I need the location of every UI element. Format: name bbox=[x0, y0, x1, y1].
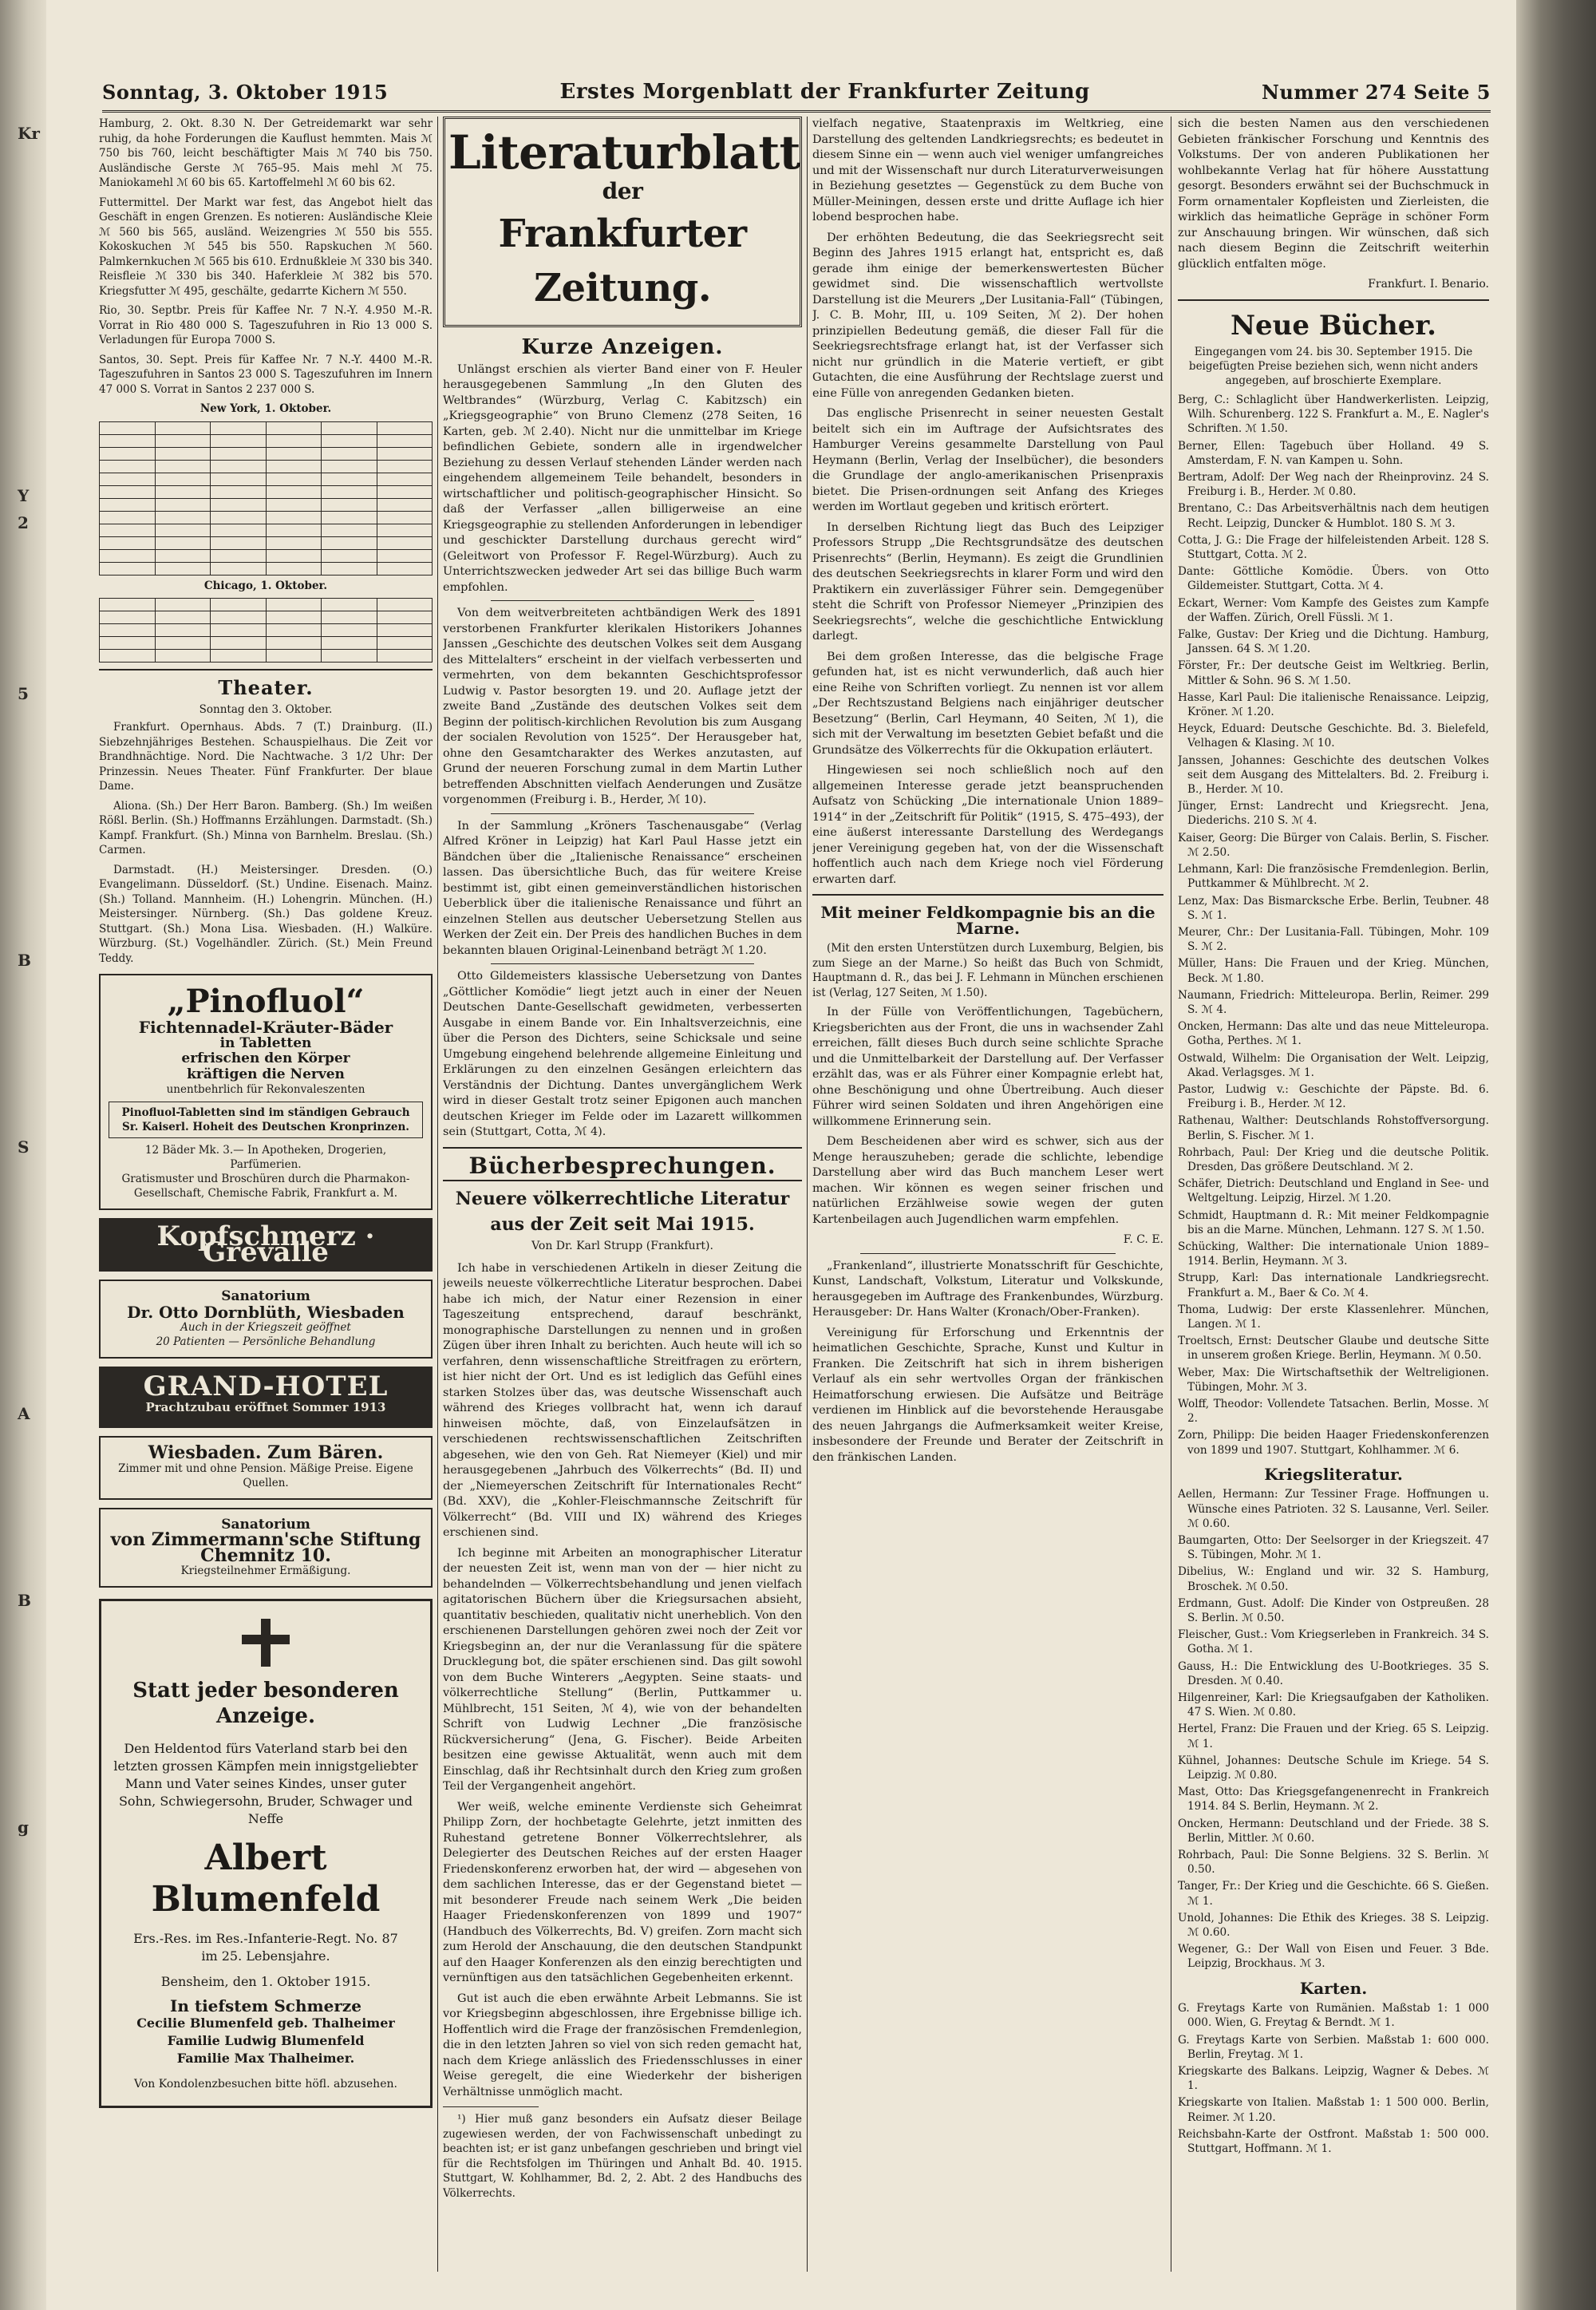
map-entry: Reichsbahn-Karte der Ostfront. Maßstab 1: 500 000. Stuttgart, Hoffmann. ℳ 1. bbox=[1178, 2127, 1489, 2155]
book-list bbox=[1178, 393, 1489, 1458]
war-book-entry: Oncken, Hermann: Deutschland und der Friede. 38 S. Berlin, Mittler. ℳ 0.60. bbox=[1178, 1817, 1489, 1845]
ad-line: Sanatorium bbox=[221, 1288, 310, 1304]
article-paragraph: Ich beginne mit Arbeiten an monographischer Literatur der neuesten Zeit ist, wenn man von der — hier nicht zu behandelnden — Völkerrechtsbehandlung und jenen vielfach agitatorischen Büchern über die Kriegsursachen absieht, quantitativ beschieden, qualitativ nicht unerheblich. Von den erschienenen Darstellungen gehören zwei noch der Zeit vor Kriegsbeginn an, der nur die Veranlassung für die spätere Drucklegung bot, die später erschienen sind. Das gilt sowohl von dem Buche Winterers „Aegypten. Seine staats- und völkerrechtliche Stellung“ (Berlin, Puttkammer u. Mühlbrecht, 151 Seiten, ℳ 4), wie von der behandelten Schrift von Ludwig Lechner „Die französische Rückversicherung“ (Jena, G. Fischer). Beide Arbeiten besitzen eine gewisse Aktualität, wenn auch mit dem Einschlag, daß ihr Rechtsinhalt durch den Krieg zum großen Teil der Vergangenheit angehört. bbox=[443, 1546, 802, 1793]
ad-line: Auch in der Kriegszeit geöffnet bbox=[180, 1321, 351, 1334]
divider bbox=[860, 1253, 1116, 1254]
page-binding-shadow bbox=[1516, 0, 1596, 2310]
neue-buecher-heading: Neue Bücher. bbox=[1230, 309, 1437, 342]
buecherbesprechungen-heading: Bücherbesprechungen. bbox=[468, 1152, 776, 1179]
frankenland-paragraph: „Frankenland“, illustrierte Monatsschrift für Geschichte, Kunst, Landschaft, Volkstum, Literatur und Volkskunde, herausgegeben im Auftrage des Frankenbundes, Würzburg. Herausgeber: Dr. Hans Walter (Kronach/Ober-Franken). bbox=[812, 1259, 1163, 1319]
article-paragraph: Gut ist auch die eben erwähnte Arbeit Lebmanns. Sie ist vor Kriegsbeginn abgeschlossen, ihre Ergebnisse billige ich. Hoffentlich wird die Frage der französischen Fremdenlegion, die in den letzten Jahren so viel von sich reden gemacht hat, nach dem Kriege anlässlich des Friedensschlusses in einer Weise geregelt, die eine Wiederkehr der bisherigen Verhältnisse unmöglich macht. bbox=[443, 1992, 802, 2098]
ad-pinofluol-line: Gratismuster und Broschüren durch die Pharmakon-Gesellschaft, Chemische Fabrik, Frankfurt a. M. bbox=[121, 1173, 410, 1200]
divider bbox=[491, 600, 754, 601]
marne-paragraph: (Mit den ersten Unterstützen durch Luxemburg, Belgien, bis zum Siege an der Marne.) So heißt das Buch von Schmidt, Hauptmann d. R., das bei J. F. Lehmann in München erschienen ist (Verlag, 127 Seiten, ℳ 1.50). bbox=[812, 942, 1163, 999]
footnote: ¹) Hier muß ganz besonders ein Aufsatz dieser Beilage zugewiesen werden, der von Fachwissenschaft unbedingt zu beachten ist; er ist ganz unbefangen geschrieben und bringt viel für die Rechtsfolgen im Thüringen und Anhalt Bd. 40. 1915. Stuttgart, W. Kohlhammer, Bd. 2, 2. Abt. 2 des Handbuchs des Völkerrechts. bbox=[443, 2113, 802, 2200]
book-entry: Naumann, Friedrich: Mitteleuropa. Berlin, Reimer. 299 S. ℳ 4. bbox=[1178, 988, 1489, 1016]
war-book-entry: Unold, Johannes: Die Ethik des Krieges. 38 S. Leipzig. ℳ 0.60. bbox=[1178, 1911, 1489, 1939]
market-table-newyork bbox=[99, 421, 433, 576]
book-entry: Schäfer, Dietrich: Deutschland und England in See- und Weltgeltung. Leipzig, Hirzel. ℳ 1.20. bbox=[1178, 1177, 1489, 1205]
market-line: Santos, 30. Sept. Preis für Kaffee Nr. 7 N.-Y. 4400 M.-R. Tageszufuhren in Santos 23 000 S. Tageszufuhren im Innern 47 000 S. Vorrat in Santos 2 237 000 S. bbox=[99, 353, 433, 396]
obituary-place: Bensheim, den 1. Oktober 1915. bbox=[160, 1974, 371, 1989]
column-new-books bbox=[1178, 117, 1489, 2272]
ad-pinofluol-line: Fichtennadel-Kräuter-Bäder bbox=[138, 1018, 393, 1037]
article-paragraph: Ich habe in verschiedenen Artikeln in dieser Zeitung die jeweils neueste völkerrechtliche Literatur besprochen. Dabei habe ich mich, der Natur einer Rezension in einer Tageszeitung entsprechend, darauf beschränkt, monographische Darstellungen zu nennen und in großen Zügen über ihren Inhalt zu berichten. Auch heute will ich so verfahren, denn wissenschaftliche Streitfragen zu erörtern, ist hier nicht der Ort. Und es ist lediglich das Gefühl eines starken Stolzes über das, was deutsche Wissenschaft auch während des Krieges vollbracht hat, wenn ich darauf hinweisen möchte, daß, von Einzelaufsätzen in verschiedenen rechtswissenschaftlichen Zeitschriften abgesehen, wie den von Geh. Rat Niemeyer (Kiel) und mir herausgegebenen „Jahrbuch des Völkerrechts“ (Bd. II) und der „Niemeyerschen Zeitschrift für Internationales Recht“ (Bd. XXV), die „Kohler-Fleischmannsche Zeitschrift für Völkerrecht“ (Bd. VIII und IX) während des Krieges erschienen sind. bbox=[443, 1261, 802, 1539]
marne-signature: F. C. E. bbox=[1123, 1233, 1163, 1246]
header-issue: Nummer 274 Seite 5 bbox=[1261, 80, 1491, 104]
kurze-paragraph: Unlängst erschien als vierter Band einer von F. Heuler herausgegebenen Sammlung „In den Gluten des Weltbrandes“ (Würzburg, Verlag C. Kabitzsch) ein „Kriegsgeographie“ von Bruno Clemenz (278 Seiten, 16 Karten, geb. ℳ 2.40). Nicht nur die unmittelbar im Kriege befindlichen Gebiete, sondern alle in irgendwelcher Beziehung zu dessen Verlauf stehenden Länder werden nach eingehendem allgemeinem Teile behandelt, besonders in wirtschaftlicher und politisch-geographischer Hinsicht. So daß der Verfasser „allen billigerweise an eine Kriegsgeographie zu stellenden Anforderungen in lebendiger und geschickter Darstellung durchaus gerecht wird“ (Geleitwort von Professor F. Regel-Würzburg). Auch zu Unterrichtszwecken jedweder Art sei das billige Buch warm empfohlen. bbox=[443, 362, 802, 594]
column-rule bbox=[807, 117, 808, 2272]
book-entry: Strupp, Karl: Das internationale Landkriegsrecht. Frankfurt a. M., Baer & Co. ℳ 4. bbox=[1178, 1272, 1489, 1299]
ad-sanatorium-dornblueth bbox=[99, 1280, 433, 1359]
ad-sanatorium-zimmermann bbox=[99, 1508, 433, 1588]
obituary-name: Albert Blumenfeld bbox=[151, 1837, 381, 1920]
header-date: Sonntag, 3. Oktober 1915 bbox=[102, 80, 389, 104]
war-book-entry: Mast, Otto: Das Kriegsgefangenenrecht in Frankreich 1914. 84 S. Berlin, Heymann. ℳ 2. bbox=[1178, 1786, 1489, 1814]
ad-line: von Zimmermann'sche Stiftung bbox=[110, 1529, 421, 1550]
neue-buecher-intro: Eingegangen vom 24. bis 30. September 1915. Die beigefügten Preise beziehen sich, wenn nicht anders angegeben, auf broschierte Exemplare. bbox=[1188, 346, 1479, 387]
header-paper-name: Erstes Morgenblatt der Frankfurter Zeitung bbox=[559, 80, 1090, 104]
war-book-entry: Dibelius, W.: England und wir. 32 S. Hamburg, Broschek. ℳ 0.50. bbox=[1178, 1565, 1489, 1593]
book-entry: Ostwald, Wilhelm: Die Organisation der Welt. Leipzig, Akad. Verlagsges. ℳ 1. bbox=[1178, 1051, 1489, 1079]
book-entry: Lenz, Max: Das Bismarcksche Erbe. Berlin, Teubner. 48 S. ℳ 1. bbox=[1178, 894, 1489, 922]
edge-fragment: B bbox=[18, 951, 31, 970]
theater-line: Darmstadt. (H.) Meistersinger. Dresden. (O.) Evangelimann. Düsseldorf. (St.) Undine. Eisenach. Mainz. (Sh.) Tolland. Mannheim. (H.) Lohengrin. München. (H.) Meistersinger. Nürnberg. (Sh.) Das goldene Kreuz. Stuttgart. (Sh.) Mona Lisa. Wiesbaden. (H.) Walküre. Würzburg. (St.) Vogelhändler. Zürich. (St.) Mein Freund Teddy. bbox=[99, 863, 433, 965]
review-paragraph: Hingewiesen sei noch schließlich noch auf den allgemeinen Interesse gerade jetzt beanspruchenden Aufsatz von Schücking „Die internationale Union 1889–1914“ in der „Zeitschrift für Politik“ (1915, S. 475–493), der eine äußerst interessante Darstellung des Werdegangs jener Vereinigung gegeben hat, von der die Wissenschaft hoffentlich auch nach dem Kriege noch viel Förderung erwarten darf. bbox=[812, 764, 1163, 886]
war-book-entry: Gauss, H.: Die Entwicklung des U-Bootkrieges. 35 S. Dresden. ℳ 0.40. bbox=[1178, 1659, 1489, 1687]
divider bbox=[491, 963, 754, 964]
book-entry: Hasse, Karl Paul: Die italienische Renaissance. Leipzig, Kröner. ℳ 1.20. bbox=[1178, 690, 1489, 719]
obituary-age: im 25. Lebensjahre. bbox=[201, 1948, 330, 1964]
book-entry: Eckart, Werner: Vom Kampfe des Geistes zum Kampfe der Waffen. Zürich, Orell Füssli. ℳ 1. bbox=[1178, 596, 1489, 624]
edge-fragment: 5 bbox=[18, 684, 29, 703]
market-table-chicago bbox=[99, 598, 433, 663]
theater-listings bbox=[99, 720, 433, 966]
book-entry: Kaiser, Georg: Die Bürger von Calais. Berlin, S. Fischer. ℳ 2.50. bbox=[1178, 831, 1489, 859]
war-book-entry: Wegener, G.: Der Wall von Eisen und Feuer. 3 Bde. Leipzig, Brockhaus. ℳ 3. bbox=[1178, 1943, 1489, 1971]
book-entry: Bertram, Adolf: Der Weg nach der Rheinprovinz. 24 S. Freiburg i. B., Herder. ℳ 0.80. bbox=[1178, 471, 1489, 499]
ad-line: 20 Patienten — Persönliche Behandlung bbox=[156, 1335, 376, 1348]
review-paragraph: vielfach negative, Staatenpraxis im Weltkrieg, eine Darstellung des geltenden Landkriegsrechts; es bedeutet in diesem Sinne ein — wenn auch viel weniger umfangreiches und mit der Wissenschaft nur durch Literaturverweisungen in Beziehung gesetztes — Gegenstück zu dem Buche von Müller-Meiningen, dessen erste und dritte Auflage ich hier lobend besprochen habe. bbox=[812, 117, 1163, 223]
war-book-entry: Erdmann, Gust. Adolf: Die Kinder von Ostpreußen. 28 S. Berlin. ℳ 0.50. bbox=[1178, 1596, 1489, 1624]
map-entry: Kriegskarte von Italien. Maßstab 1: 1 500 000. Berlin, Reimer. ℳ 1.20. bbox=[1178, 2096, 1489, 2124]
iron-cross-icon bbox=[242, 1619, 290, 1667]
column-review-continued bbox=[812, 117, 1163, 2272]
war-book-entry: Hilgenreiner, Karl: Die Kriegsaufgaben der Katholiken. 47 S. Wien. ℳ 0.80. bbox=[1178, 1691, 1489, 1719]
review-paragraph: Der erhöhten Bedeutung, die das Seekriegsrecht seit Beginn des Jahres 1915 erlangt hat, entspricht es, daß gerade ihm einige der bemerkenswertesten Bücher gewidmet sind. Die wissenschaftlich wertvollste Darstellung ist die Meurers „Der Lusitania-Fall“ (Tübingen, J. C. B. Mohr, III, u. 109 Seiten, ℳ 2). Der hohen prinzipiellen Bedeutung gemäß, die dieser Fall für die Seekriegsrechtsfrage erlangt hat, ist der Verfasser sich nicht nur gründlich in die Materie vertieft, er gibt Gutachten, die eine Ausführung der Rechtslage zuerst und eine Fülle von anregenden Gedanken bieten. bbox=[812, 231, 1163, 400]
literaturblatt-masthead bbox=[443, 117, 802, 327]
edge-fragment: B bbox=[18, 1591, 31, 1610]
kriegsliteratur-heading: Kriegsliteratur. bbox=[1264, 1464, 1403, 1484]
book-entry: Oncken, Hermann: Das alte und das neue Mitteleuropa. Gotha, Perthes. ℳ 1. bbox=[1178, 1020, 1489, 1048]
marne-review-title: Mit meiner Feldkompagnie bis an die Marne. bbox=[820, 903, 1156, 938]
book-entry: Rohrbach, Paul: Der Krieg und die deutsche Politik. Dresden, Das größere Deutschland. ℳ 2. bbox=[1178, 1145, 1489, 1173]
book-entry: Wolff, Theodor: Vollendete Tatsachen. Berlin, Mosse. ℳ 2. bbox=[1178, 1398, 1489, 1426]
theater-heading: Theater. bbox=[218, 676, 314, 699]
book-entry: Weber, Max: Die Wirtschaftsethik der Weltreligionen. Tübingen, Mohr. ℳ 3. bbox=[1178, 1366, 1489, 1394]
book-entry: Falke, Gustav: Der Krieg und die Dichtung. Hamburg, Janssen. 64 S. ℳ 1.20. bbox=[1178, 628, 1489, 656]
masthead-line: Literaturblatt bbox=[448, 125, 800, 180]
ad-pinofluol-line: unentbehrlich für Rekonvaleszenten bbox=[166, 1083, 365, 1096]
obituary-family: Cecilie Blumenfeld geb. Thalheimer bbox=[136, 2015, 395, 2031]
book-entry: Schmidt, Hauptmann d. R.: Mit meiner Feldkompagnie bis an die Marne. München, Lehmann. 127 S. ℳ 1.50. bbox=[1178, 1208, 1489, 1236]
review-signature: Frankfurt. I. Benario. bbox=[1368, 278, 1489, 291]
adjacent-page-edge bbox=[0, 0, 46, 2310]
book-entry: Janssen, Johannes: Geschichte des deutschen Volkes seit dem Ausgang des Mittelalters. Bd. 2. Freiburg i. B., Herder. ℳ 10. bbox=[1178, 754, 1489, 797]
divider bbox=[491, 813, 754, 814]
page-header bbox=[102, 73, 1491, 113]
frankenland-continued: sich die besten Namen aus den verschiedenen Gebieten fränkischer Forschung und Kenntnis des Volkstums. Der von anderen Publikationen her wohlbekannte Verlag hat für höhere Ausstattung gesorgt. Besonders erwähnt sei der Buchschmuck in Form ornamentaler Kopfleisten und Zierleisten, die wirklich das heimatliche Gepräge in schöner Form zur Anschauung bringen. Wir wünschen, daß sich nach diesem Beginn die Zeitschrift weiterhin glücklich entfalten möge. bbox=[1178, 117, 1489, 271]
masthead-line: der bbox=[602, 178, 643, 204]
column-rule bbox=[437, 117, 438, 2272]
theater-line: Aliona. (Sh.) Der Herr Baron. Bamberg. (Sh.) Im weißen Rößl. Berlin. (Sh.) Hoffmanns Erzählungen. Darmstadt. (Sh.) Kampf. Frankfurt. (Sh.) Minna von Barnhelm. Breslau. (Sh.) Carmen. bbox=[99, 799, 433, 856]
book-entry: Meurer, Chr.: Der Lusitania-Fall. Tübingen, Mohr. 109 S. ℳ 2. bbox=[1178, 925, 1489, 954]
market-report bbox=[99, 117, 433, 663]
map-entry: G. Freytags Karte von Rumänien. Maßstab 1: 1 000 000. Wien, G. Freytag & Berndt. ℳ 1. bbox=[1178, 2002, 1489, 2030]
ad-pinofluol-line: erfrischen den Körper bbox=[181, 1050, 350, 1066]
footnote-rule bbox=[443, 2106, 539, 2107]
ad-line: Dr. Otto Dornblüth, Wiesbaden bbox=[127, 1302, 405, 1322]
kurze-anzeigen-heading: Kurze Anzeigen. bbox=[521, 335, 724, 359]
ad-pinofluol-line: 12 Bäder Mk. 3.— In Apotheken, Drogerien, Parfümerien. bbox=[144, 1144, 387, 1171]
book-entry: Pastor, Ludwig v.: Geschichte der Päpste. Bd. 6. Freiburg i. B., Herder. ℳ 12. bbox=[1178, 1082, 1489, 1111]
book-entry: Cotta, J. G.: Die Frage der hilfeleistenden Arbeit. 128 S. Stuttgart, Cotta. ℳ 2. bbox=[1178, 533, 1489, 562]
ad-line: Kriegsteilnehmer Ermäßigung. bbox=[180, 1564, 351, 1577]
theater-line: Frankfurt. Opernhaus. Abds. 7 (T.) Drainburg. (II.) Siebzehnjähriges Bestehen. Schauspielhaus. Die Zeit vor Brandhnächtige. Nord. Die Nachtwache. 3 1/2 Uhr: Der Prinzessin. Neues Theater. Fünf Frankfurter. Der blaue Dame. bbox=[99, 721, 433, 793]
market-line: Rio, 30. Septbr. Preis für Kaffee Nr. 7 N.-Y. 4.950 M.-R. Vorrat in Rio 480 000 S. Tageszufuhren in Rio 13 000 S. Verladungen für Europa 7000 S. bbox=[99, 304, 433, 346]
war-book-entry: Fleischer, Gust.: Vom Kriegserleben in Frankreich. 34 S. Gotha. ℳ 1. bbox=[1178, 1628, 1489, 1656]
frankenland-paragraph: Vereinigung für Erforschung und Erkenntnis der heimatlichen Geschichte, Sprache, Kunst und Kultur in Franken. Die Zeitschrift hat sich in ihrem bisherigen Verlauf als ein sehr wertvolles Organ der fränkischen Heimatforschung erwiesen. Die Aufsätze und Beiträge verdienen im Hinblick auf die bevorstehende Herausgabe des neuen Jahrgangs die Aufmerksamkeit weiter Kreise, insbesondere der Freunde und Berater der Zeitschrift in den fränkischen Landen. bbox=[812, 1326, 1163, 1464]
ad-pinofluol-line: kräftigen die Nerven bbox=[187, 1066, 345, 1082]
edge-fragment: S bbox=[18, 1137, 30, 1157]
map-entry: G. Freytags Karte von Serbien. Maßstab 1: 600 000. Berlin, Freytag. ℳ 1. bbox=[1178, 2033, 1489, 2061]
marne-paragraph: Dem Bescheidenen aber wird es schwer, sich aus der Menge herauszuheben; gerade die schlichte, lebendige Darstellung aber wird das Buch manchem Leser wert machen. Wir können es wegen seiner frischen und natürlichen Erzählweise sowie wegen der guten Kartenbeilagen auch Jugendlichen warm empfehlen. bbox=[812, 1135, 1163, 1226]
market-line: Hamburg, 2. Okt. 8.30 N. Der Getreidemarkt war sehr ruhig, da hohe Forderungen die Kauflust hemmten. Mais ℳ 750 bis 760, leicht beschäftigter Mais ℳ 740 bis 750. Ausländische Gerste ℳ 765–95. Mais mehl ℳ 75. Maniokamehl ℳ 60 bis 65. Kartoffelmehl ℳ 60 bis 62. bbox=[99, 117, 433, 189]
obituary-text: Den Heldentod fürs Vaterland starb bei den letzten grossen Kämpfen mein innigstgeliebter Mann und Vater seines Kindes, unser guter Sohn, Schwiegersohn, Bruder, Schwager und Neffe bbox=[113, 1741, 418, 1826]
book-entry: Berner, Ellen: Tagebuch über Holland. 49 S. Amsterdam, F. N. van Kampen u. Sohn. bbox=[1178, 439, 1489, 467]
ad-zum-baeren bbox=[99, 1436, 433, 1500]
obituary-note: Von Kondolenzbesuchen bitte höfl. abzusehen. bbox=[134, 2078, 397, 2090]
market-heading: Chicago, 1. Oktober. bbox=[203, 579, 328, 592]
column-market-theater-ads bbox=[99, 117, 433, 2272]
obituary-mourning: In tiefstem Schmerze bbox=[169, 1996, 362, 2015]
ad-line: Wiesbaden. Zum Bären. bbox=[148, 1442, 384, 1463]
war-book-entry: Rohrbach, Paul: Die Sonne Belgiens. 32 S. Berlin. ℳ 0.50. bbox=[1178, 1848, 1489, 1877]
book-entry: Jünger, Ernst: Landrecht und Kriegsrecht. Jena, Diederichs. 210 S. ℳ 4. bbox=[1178, 800, 1489, 828]
war-book-list bbox=[1178, 1487, 1489, 1971]
book-entry: Dante: Göttliche Komödie. Übers. von Otto Gildemeister. Stuttgart, Cotta. ℳ 4. bbox=[1178, 565, 1489, 593]
ad-line: Zimmer mit und ohne Pension. Mäßige Preise. Eigene Quellen. bbox=[118, 1462, 413, 1489]
article-byline: Von Dr. Karl Strupp (Frankfurt). bbox=[531, 1240, 713, 1252]
section-rule bbox=[1178, 299, 1489, 301]
book-entry: Zorn, Philipp: Die beiden Haager Friedenskonferenzen von 1899 und 1907. Stuttgart, Kohlhammer. ℳ 6. bbox=[1178, 1429, 1489, 1457]
obituary-heading: Statt jeder besonderen Anzeige. bbox=[132, 1679, 399, 1728]
column-literaturblatt bbox=[443, 117, 802, 2272]
ad-kopfschmerz: Kopfschmerz · Grevalle bbox=[99, 1218, 433, 1272]
section-rule bbox=[812, 894, 1163, 896]
obituary-family: Familie Ludwig Blumenfeld bbox=[167, 2033, 365, 2048]
article-title: aus der Zeit seit Mai 1915. bbox=[490, 1214, 755, 1235]
edge-fragment: 2 bbox=[18, 513, 29, 532]
review-paragraph: Bei dem großen Interesse, das die belgische Frage gefunden hat, ist es nicht verwunderlich, daß auch hier eine Reihe von Schriften vorliegt. Zu nennen ist vor allem „Der Rechtszustand Belgiens nach einjähriger deutscher Besetzung“ (Berlin, Carl Heymann, 40 Seiten, ℳ 1), die sich mit der Verwaltung im besetzten Gebiet befaßt und die Grundsätze des Völkerrechts für die Okkupation erläutert. bbox=[812, 650, 1163, 757]
book-entry: Heyck, Eduard: Deutsche Geschichte. Bd. 3. Bielefeld, Velhagen & Klasing. ℳ 10. bbox=[1178, 722, 1489, 750]
market-heading: New York, 1. Oktober. bbox=[200, 402, 332, 415]
map-entry: Kriegskarte des Balkans. Leipzig, Wagner & Debes. ℳ 1. bbox=[1178, 2064, 1489, 2093]
masthead-line: Frankfurter Zeitung. bbox=[498, 212, 747, 311]
obituary-rank: Ers.-Res. im Res.-Infanterie-Regt. No. 87 bbox=[133, 1931, 398, 1946]
kurze-paragraph: In der Sammlung „Kröners Taschenausgabe“ (Verlag Alfred Kröner in Leipzig) hat Karl Paul Hasse jetzt ein Bändchen über die „Italienische Renaissance“ erscheinen lassen. Das übersichtliche Buch, das für weitere Kreise bestimmt ist, gibt einen gemeinverständlichen historischen Ueberblick über die italienische Renaissance und führt an einzelnen Stellen aus deutscher Uebersetzung Stellen aus Werken der Zeit ein. Der Preis des handlichen Buches in dem bekannten blauen Original-Leinenband beträgt ℳ 1.20. bbox=[443, 819, 802, 957]
edge-fragment: Kr bbox=[18, 124, 40, 143]
market-line: Futtermittel. Der Markt war fest, das Angebot hielt das Geschäft in engen Grenzen. Es notieren: Ausländische Kleie ℳ 560 bis 565, ausländ. Weizengries ℳ 550 bis 555. Kokoskuchen ℳ 545 bis 550. Rapskuchen ℳ 560. Palmkernkuchen ℳ 565 bis 610. Erdnußkleie ℳ 330 bis 340. Reisfleie ℳ 330 bis 340. Haferkleie ℳ 382 bis 570. Kriegsfutter ℳ 495, geschälte, gedarrte Kichern ℳ 550. bbox=[99, 196, 433, 298]
section-rule bbox=[443, 1180, 802, 1181]
book-entry: Troeltsch, Ernst: Deutscher Glaube und deutsche Sitte in unserem großen Kriege. Berlin, Heymann. ℳ 0.50. bbox=[1178, 1335, 1489, 1363]
section-rule bbox=[99, 669, 433, 670]
ad-grand-title: GRAND-HOTEL bbox=[143, 1371, 389, 1402]
edge-fragment: A bbox=[18, 1404, 30, 1423]
book-entry: Lehmann, Karl: Die französische Fremdenlegion. Berlin, Puttkammer & Mühlbrecht. ℳ 2. bbox=[1178, 863, 1489, 891]
section-rule bbox=[443, 1147, 802, 1149]
article-paragraph: Wer weiß, welche eminente Verdienste sich Geheimrat Philipp Zorn, der hochbetagte Gelehrte, jetzt inmitten des Ruhestand getretene Bonner Völkerrechtslehrer, als Delegierter des Deutschen Reiches auf der ersten Haager Friedenskonferenz erworben hat, der wird — abgesehen von dem sachlichen Interesse, das er der Gegenstand bietet — mit besonderer Freude nach seinem Werk „Die beiden Haager Friedenskonferenzen von 1899 und 1907“ (Handbuch des Völkerrechts, Bd. V) greifen. Zorn macht sich zum Herold der Anschauung, die den deutschen Standpunkt auf den Haager Konferenzen als den einzig berechtigten und vernünftigen aus den tatsächlichen Gegebenheiten erkennt. bbox=[443, 1800, 802, 1984]
book-entry: Müller, Hans: Die Frauen und der Krieg. München, Beck. ℳ 1.80. bbox=[1178, 957, 1489, 985]
obituary-notice bbox=[99, 1599, 433, 2108]
book-entry: Schücking, Walther: Die internationale Union 1889–1914. Berlin, Heymann. ℳ 3. bbox=[1178, 1240, 1489, 1268]
ad-line: Sanatorium bbox=[221, 1516, 310, 1533]
obituary-family: Familie Max Thalheimer. bbox=[176, 2051, 355, 2066]
ad-pinofluol-title: „Pinofluol“ bbox=[167, 983, 365, 1020]
ad-pinofluol bbox=[99, 974, 433, 1210]
ad-grand-hotel bbox=[99, 1367, 433, 1428]
karten-heading: Karten. bbox=[1299, 1978, 1368, 1998]
war-book-entry: Hertel, Franz: Die Frauen und der Krieg. 65 S. Leipzig. ℳ 1. bbox=[1178, 1723, 1489, 1750]
article-title: Neuere völkerrechtliche Literatur bbox=[455, 1189, 790, 1209]
book-entry: Berg, C.: Schlaglicht über Handwerkerlisten. Leipzig, Wilh. Schurenberg. 122 S. Frankfurt a. M., E. Nagler's Schriften. ℳ 1.50. bbox=[1178, 394, 1489, 436]
kurze-paragraph: Von dem weitverbreiteten achtbändigen Werk des 1891 verstorbenen Frankfurter klerikalen Historikers Johannes Janssen „Geschichte des deutschen Volkes seit dem Ausgang des Mittelalters“ erscheint in der vielfach verbesserten und vermehrten, von dem bekannten Geschichtsprofessor Ludwig v. Pastor besorgten 19. und 20. Auflage jetzt der zweite Band „Zustände des deutschen Volkes seit dem Beginn der politisch-kirchlichen Revolution bis zum Ausgang der socialen Revolution von 1525“. Der Herausgeber hat, ohne den Gesamtcharakter des Werkes anzutasten, auf Grund der neueren Forschung zumal in dem Martin Luther betreffenden Abschnitten vielfach Aenderungen und Zusätze vorgenommen (Freiburg i. B., Herder, ℳ 10). bbox=[443, 607, 802, 806]
war-book-entry: Aellen, Hermann: Zur Tessiner Frage. Hoffnungen u. Wünsche eines Patrioten. 32 S. Lausanne, Verl. Seiler. ℳ 0.60. bbox=[1178, 1488, 1489, 1530]
ad-grand-sub: Prachtzubau eröffnet Sommer 1913 bbox=[145, 1399, 386, 1414]
ad-line: Chemnitz 10. bbox=[200, 1545, 331, 1566]
theater-date: Sonntag den 3. Oktober. bbox=[199, 702, 333, 716]
review-paragraph: In derselben Richtung liegt das Buch des Leipziger Professors Strupp „Die Rechtsgrundsätze des deutschen Prisenrechts“ (Berlin, Heymann). Es zeigt die Grundlinien des deutschen Seekriegsrechts in klarer Form und wird den Praktikern ein zuverlässiger Führer sein. Demgegenüber steht die Schrift von Professor Niemeyer „Prinzipien des Seekriegsrechts“, welche die geschichtliche Entwicklung darlegt. bbox=[812, 520, 1163, 643]
book-entry: Förster, Fr.: Der deutsche Geist im Weltkrieg. Berlin, Mittler & Sohn. 96 S. ℳ 1.50. bbox=[1178, 659, 1489, 687]
map-list bbox=[1178, 2001, 1489, 2156]
ad-pinofluol-line: Pinofluol-Tabletten sind im ständigen Gebrauch Sr. Kaiserl. Hoheit des Deutschen Kronprinzen. bbox=[109, 1102, 423, 1138]
marne-paragraph: In der Fülle von Veröffentlichungen, Tagebüchern, Kriegsberichten aus der Front, die uns in wachsender Zahl erreichen, fällt dieses Buch durch seine schlichte Sprache und die Unmittelbarkeit der Darstellung auf. Der Verfasser erzählt das, was er als Führer einer Kompagnie erlebt hat, ohne Beschönigung und ohne Übertreibung. Auch dieser Führer wird seinen Soldaten und ihren Angehörigen eine willkommene Erinnerung sein. bbox=[812, 1006, 1163, 1128]
war-book-entry: Baumgarten, Otto: Der Seelsorger in der Kriegszeit. 47 S. Tübingen, Mohr. ℳ 1. bbox=[1178, 1533, 1489, 1562]
kurze-paragraph: Otto Gildemeisters klassische Uebersetzung von Dantes „Göttlicher Komödie“ liegt jetzt auch in einer der Neuen Deutschen Dante-Gesellschaft gewidmeten, verbesserten Ausgabe in einem Bande vor. Ein Inhaltsverzeichnis, eine über die Person des Dichters, seine Schicksale und seine Umgebung eingehend belehrende allgemeine Einleitung und Erklärungen zu den einzelnen Gesängen erleichtern das Verständnis der Dichtung. Dantes unvergänglichem Werk wird in dieser Gestalt trotz seiner Epigonen auch manchen deutschen Krieger im Felde oder im Lazarett willkommen sein (Stuttgart, Cotta, ℳ 4). bbox=[443, 970, 802, 1138]
war-book-entry: Kühnel, Johannes: Deutsche Schule im Kriege. 54 S. Leipzig. ℳ 0.80. bbox=[1178, 1754, 1489, 1782]
review-paragraph: Das englische Prisenrecht in seiner neuesten Gestalt beitelt sich ein im Auftrage der Aufsichtsrates des Hamburger Vereins gesammelte Darstellung von Paul Heymann (Berlin, Verlag der Inselbücher), die besonders die Grundlage der anglo-amerikanischen Prisenpraxis bietet. Die Prisen-ordnungen seit Anfang des Krieges werden im Wortlaut gegeben und kritisch erörtert. bbox=[812, 407, 1163, 513]
book-entry: Brentano, C.: Das Arbeitsverhältnis nach dem heutigen Recht. Leipzig, Duncker & Humblot. 180 S. ℳ 3. bbox=[1178, 502, 1489, 530]
book-entry: Rathenau, Walther: Deutschlands Rohstoffversorgung. Berlin, S. Fischer. ℳ 1. bbox=[1178, 1114, 1489, 1142]
edge-fragment: g bbox=[18, 1818, 29, 1837]
book-entry: Thoma, Ludwig: Der erste Klassenlehrer. München, Langen. ℳ 1. bbox=[1178, 1303, 1489, 1331]
war-book-entry: Tanger, Fr.: Der Krieg und die Geschichte. 66 S. Gießen. ℳ 1. bbox=[1178, 1880, 1489, 1908]
ad-pinofluol-line: in Tabletten bbox=[219, 1034, 312, 1051]
edge-fragment: Y bbox=[18, 486, 30, 505]
